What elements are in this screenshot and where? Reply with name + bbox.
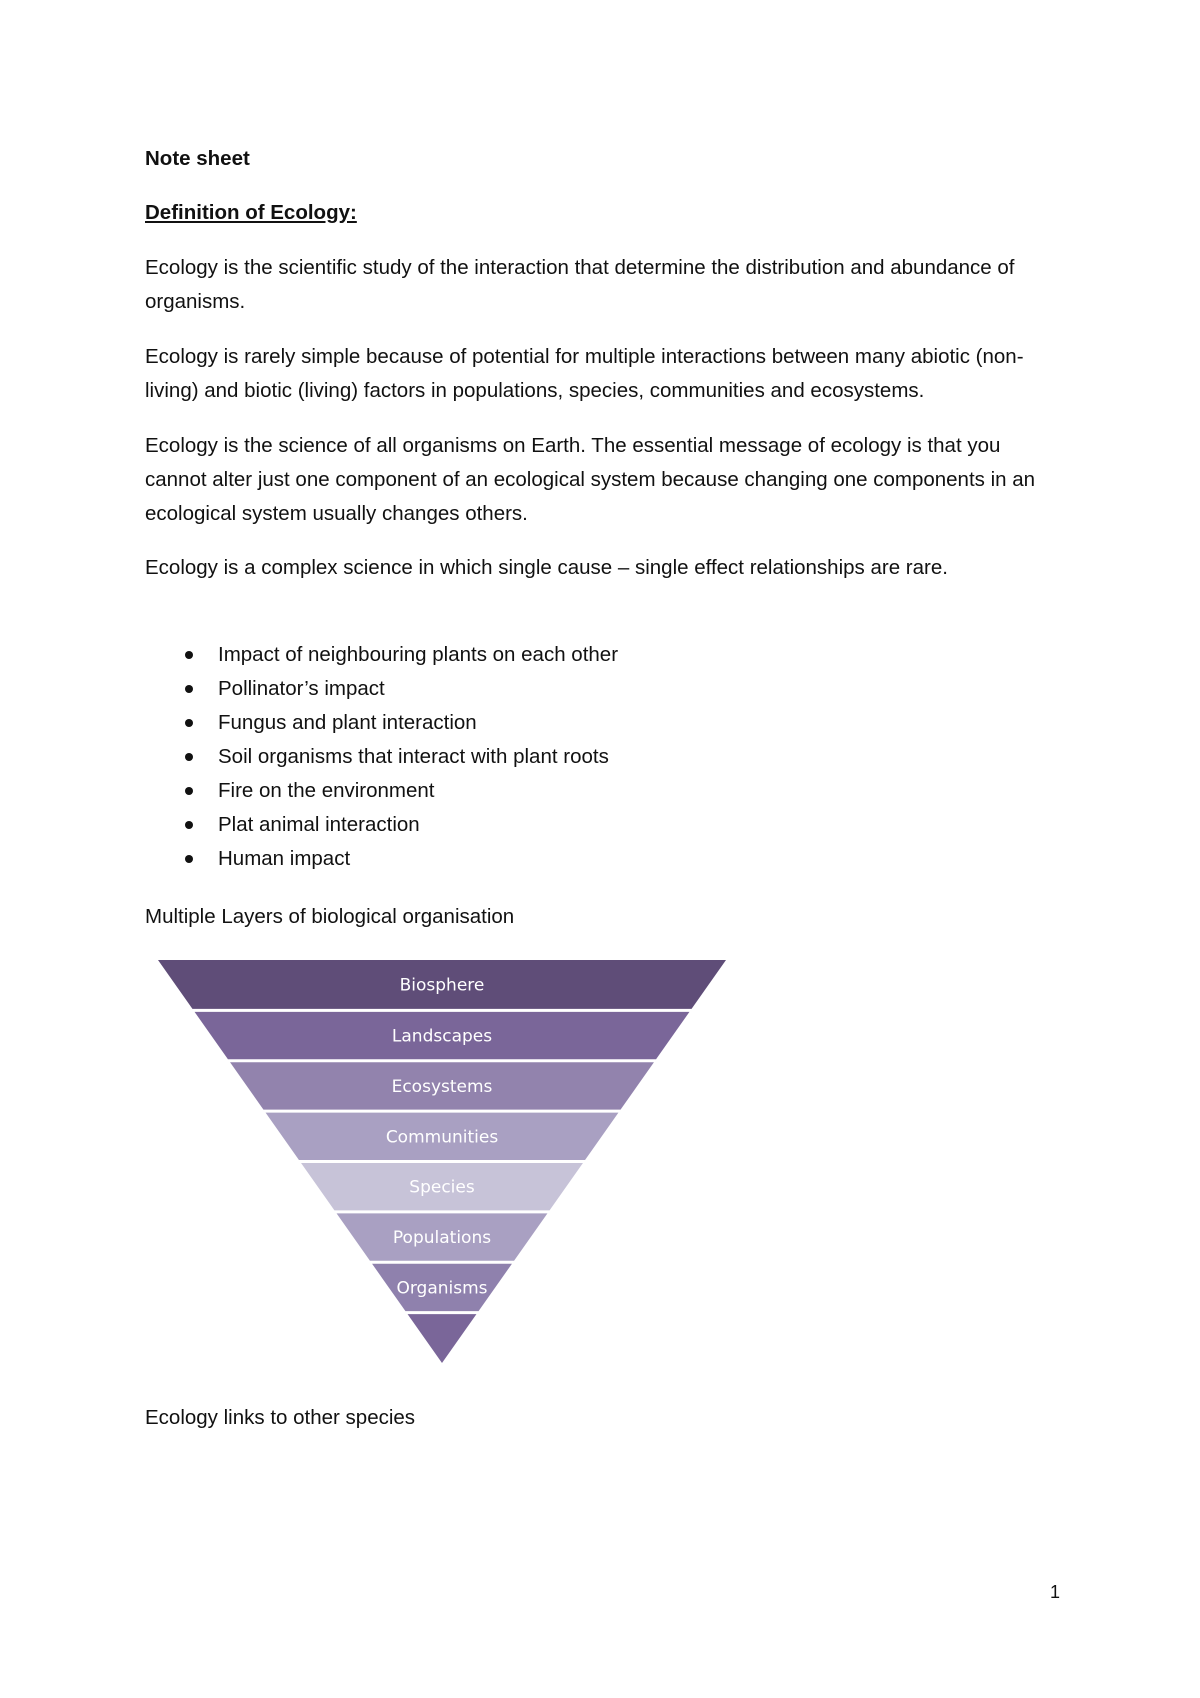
list-item-text: Fungus and plant interaction (218, 711, 477, 734)
bullet-icon (185, 787, 193, 795)
pyramid-label-species: Species (409, 1177, 475, 1198)
paragraph-2: Ecology is rarely simple because of potential for multiple interactions between many abiotic (non-living) and biotic (living) factors in populations, species, communities and ecosystems. (145, 345, 1024, 402)
list-item (145, 638, 618, 672)
paragraph-3: Ecology is the science of all organisms on Earth. The essential message of ecology is that you cannot alter just one component of an ecological system because changing one components in an ecological system usually changes others. (145, 434, 1036, 525)
bullet-list (145, 638, 618, 876)
list-item (145, 808, 618, 842)
pyramid-tip (408, 1314, 477, 1363)
bullet-icon (185, 753, 193, 761)
list-item (145, 740, 618, 774)
pyramid-label-landscapes: Landscapes (391, 1026, 493, 1047)
list-item-text: Pollinator’s impact (218, 677, 385, 700)
bullet-icon (185, 719, 193, 727)
layers-heading: Multiple Layers of biological organisation (145, 905, 515, 928)
links-heading: Ecology links to other species (145, 1406, 416, 1429)
list-item (145, 842, 618, 876)
list-item-text: Soil organisms that interact with plant roots (218, 745, 609, 768)
pyramid-label-ecosystems: Ecosystems (391, 1076, 493, 1097)
organisation-pyramid (158, 960, 726, 1370)
paragraph-4: Ecology is a complex science in which single cause – single effect relationships are rare. (145, 556, 948, 579)
list-item (145, 672, 618, 706)
bullet-icon (185, 821, 193, 829)
list-item (145, 706, 618, 740)
list-item-text: Human impact (218, 847, 351, 870)
definition-heading: Definition of Ecology: (145, 201, 357, 224)
pyramid-label-biosphere: Biosphere (399, 975, 485, 996)
list-item-text: Plat animal interaction (218, 813, 420, 836)
page-title: Note sheet (145, 147, 250, 170)
pyramid-label-communities: Communities (385, 1127, 499, 1148)
list-item-text: Fire on the environment (218, 779, 435, 802)
bullet-icon (185, 651, 193, 659)
pyramid-bands (158, 960, 726, 1363)
page-number: 1 (1050, 1582, 1061, 1602)
paragraph-1: Ecology is the scientific study of the interaction that determine the distribution and abundance of organisms. (145, 256, 1015, 313)
list-item (145, 774, 618, 808)
pyramid-label-organisms: Organisms (396, 1278, 488, 1299)
bullet-icon (185, 685, 193, 693)
list-item-text: Impact of neighbouring plants on each other (218, 643, 619, 666)
pyramid-label-populations: Populations (392, 1228, 492, 1249)
bullet-icon (185, 855, 193, 863)
